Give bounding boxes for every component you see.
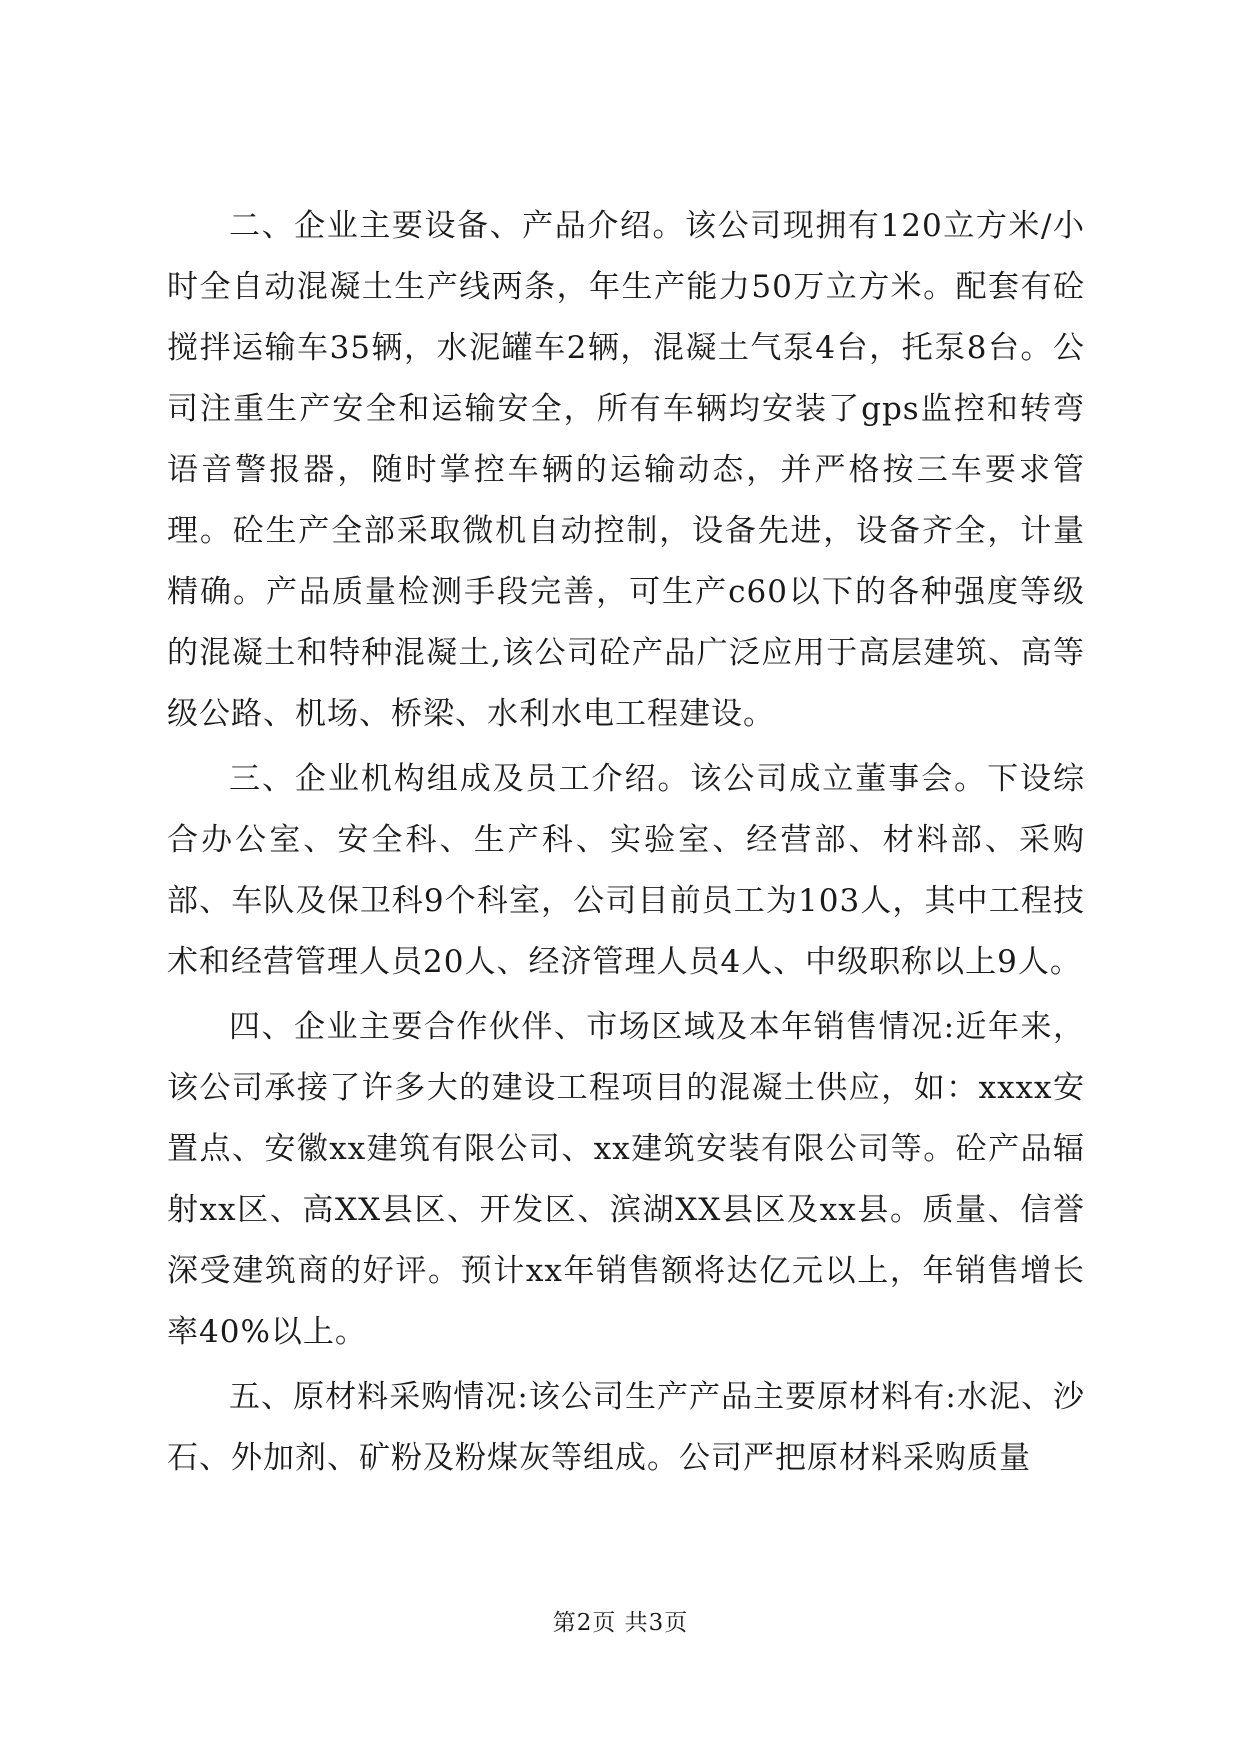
paragraph-equipment-products: 二、企业主要设备、产品介绍。该公司现拥有120立方米/小时全自动混凝土生产线两条，年生产能力50万立方米。配套有砼搅拌运输车35辆，水泥罐车2辆，混凝土气泵4台，托泵8台。公司注重生产安全和运输安全，所有车辆均安装了gps监控和转弯语音警报器，随时掌控车辆的运输动态，并严格按三车要求管理。砼生产全部采取微机自动控制，设备先进，设备齐全，计量精确。产品质量检测手段完善，可生产c60以下的各种强度等级的混凝土和特种混凝土,该公司砼产品广泛应用于高层建筑、高等级公路、机场、桥梁、水利水电工程建设。 [167,208,1085,732]
paragraph-raw-materials: 五、原材料采购情况:该公司生产产品主要原材料有:水泥、沙石、外加剂、矿粉及粉煤灰等组成。公司严把原材料采购质量 [167,1379,1085,1476]
page-number-footer: 第2页 共3页 [552,1610,689,1636]
paragraph-partners-market-sales: 四、企业主要合作伙伴、市场区域及本年销售情况:近年来，该公司承接了许多大的建设工程项目的混凝土供应，如：xxxx安置点、安徽xx建筑有限公司、xx建筑安装有限公司等。砼产品辐射xx区、高XX县区、开发区、滨湖XX县区及xx县。质量、信誉深受建筑商的好评。预计xx年销售额将达亿元以上，年销售增长率40%以上。 [167,1009,1085,1350]
paragraph-organization-staff: 三、企业机构组成及员工介绍。该公司成立董事会。下设综合办公室、安全科、生产科、实验室、经营部、材料部、采购部、车队及保卫科9个科室，公司目前员工为103人，其中工程技术和经营管理人员20人、经济管理人员4人、中级职称以上9人。 [167,761,1085,980]
document-body [167,196,1085,1489]
